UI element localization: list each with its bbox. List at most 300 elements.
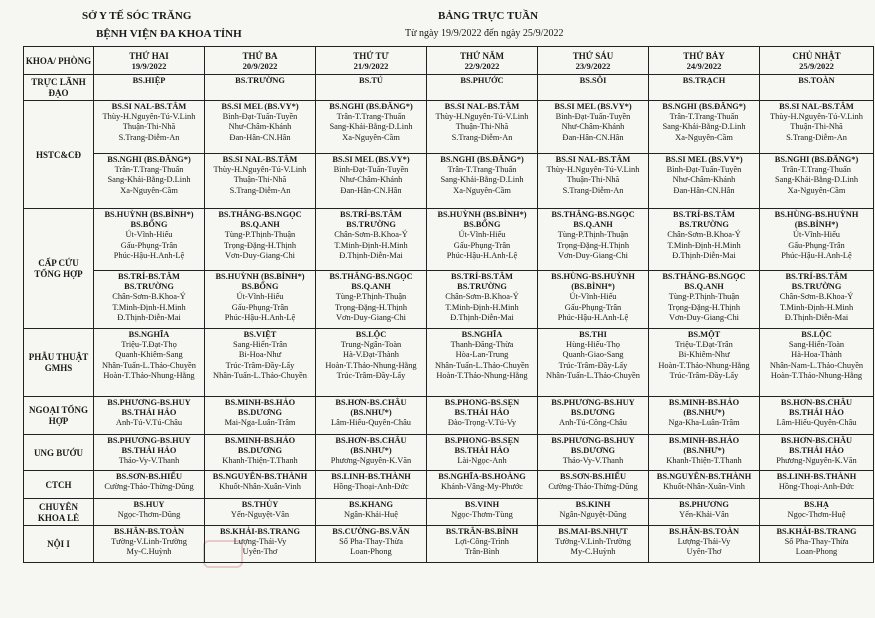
duty-cell [94, 397, 205, 435]
duty-cell [316, 329, 427, 397]
doctor-name: BS.THÁI HẢO [789, 408, 844, 418]
doctor-name: BS.SI MEL (BS.VY*) [554, 102, 632, 111]
doctor-name: BS.BỔNG [241, 282, 279, 292]
doctor-name: BS.PHƯƠNG-BS.HUY [107, 398, 191, 407]
duty-cell [316, 471, 427, 499]
doctor-name: BS.TRƯỜNG [235, 76, 285, 85]
duty-cell [649, 526, 760, 563]
day-header: THỨ SÁU 23/9/2022 [538, 47, 649, 75]
staff-line: Loan-Phong [795, 547, 838, 557]
staff-line: Nhân-Tuấn-L.Thảo-Chuyền [213, 370, 307, 380]
duty-cell [649, 101, 760, 154]
doctor-name: BS.HÙNG-BS.HUỲNH [774, 210, 859, 219]
staff-line: Thuận-Thi-Nhã [455, 122, 509, 132]
staff-line: Gấu-Phụng-Trân [564, 302, 622, 312]
staff-line: Xa-Nguyên-Cầm [120, 185, 178, 195]
staff-line: Đ.Thịnh-Diễn-Mai [339, 250, 403, 260]
doctor-name: BS.PHƯỚC [460, 76, 504, 85]
staff-line: Khánh-Vâng-My-Phước [441, 482, 523, 492]
staff-line: Đ.Thịnh-Diễn-Mai [450, 312, 514, 322]
duty-cell [760, 209, 874, 271]
staff-line: Như-Châm-Khánh [228, 122, 292, 132]
duty-cell [649, 154, 760, 209]
duty-cell [427, 526, 538, 563]
staff-line: T.Minh-Định-H.Minh [112, 302, 186, 312]
staff-line: Anh-Tú-Công-Châu [559, 418, 627, 428]
staff-line: Hòa-Lan-Trung [455, 350, 509, 360]
doctor-name: BS.SI NAL-BS.TÂM [555, 155, 631, 164]
staff-line: Thuận-Thi-Nhã [790, 122, 843, 132]
staff-line: Phúc-Hậu-H.Anh-Lệ [781, 250, 852, 260]
doctor-name: BS.PHONG-BS.SẸN [444, 436, 520, 445]
doctor-name: BS.THÁI HẢO [454, 446, 510, 456]
doctor-name: BS.NGHI (BS.ĐĂNG*) [774, 155, 859, 164]
doctor-name: BS.SI MEL (BS.VY*) [332, 155, 410, 164]
doctor-name: BS.HƠN-BS.CHÂU [335, 398, 407, 407]
staff-line: Đan-Hân-CN.Hân [673, 185, 735, 195]
staff-line: Trọng-Đặng-H.Thịnh [556, 240, 630, 250]
doctor-name: BS.THỦY [241, 500, 279, 509]
day-header: THỨ BẢY 24/9/2022 [649, 47, 760, 75]
staff-line: Sang-Khải-Bằng-D.Linh [107, 175, 191, 185]
doctor-name: BS.KHẢI-BS.TRANG [776, 527, 857, 536]
doctor-name: BS.HÂN-BS.TOÀN [113, 527, 185, 536]
doctor-name: BS.THẮNG-BS.NGỌC [662, 272, 746, 281]
duty-cell [205, 271, 316, 329]
doctor-name: BS.SI NAL-BS.TÂM [444, 102, 520, 111]
doctor-name: BS.TRÍ-BS.TÂM [785, 272, 848, 281]
doctor-name: BS.SI NAL-BS.TÂM [222, 155, 298, 164]
day-header: THỨ TƯ 21/9/2022 [316, 47, 427, 75]
staff-line: Lài-Ngọc-Anh [457, 456, 507, 466]
staff-line: Chân-Sơm-B.Khoa-Ý [445, 292, 519, 302]
staff-line: Chân-Sơm-B.Khoa-Ý [667, 230, 741, 240]
doctor-name: (BS.BÌNH*) [571, 282, 615, 292]
doctor-name: BS.PHƯƠNG-BS.HUY [551, 436, 635, 445]
org-line1: SỞ Y TẾ SÓC TRĂNG [82, 10, 192, 22]
duty-cell [94, 209, 205, 271]
table-row [24, 271, 874, 329]
duty-cell [538, 271, 649, 329]
doctor-name: BS.HƠN-BS.CHÂU [335, 436, 407, 445]
doctor-name: BS.PHƯƠNG-BS.HUY [551, 398, 635, 407]
staff-line: Tường-V.Linh-Trường [555, 537, 631, 547]
staff-line: Thảo-Vy-V.Thanh [118, 456, 180, 466]
staff-line: Thanh-Đăng-Thừa [450, 340, 514, 350]
staff-line: Hồng-Thoại-Anh-Đức [778, 482, 855, 492]
staff-line: Gấu-Phụng-Trân [453, 240, 511, 250]
duty-cell [427, 209, 538, 271]
staff-line: Uyên-Thơ [242, 547, 278, 557]
duty-cell [427, 397, 538, 435]
staff-line: Đan-Hân-CN.Hân [562, 132, 624, 142]
staff-line: Phúc-Hậu-H.Anh-Lệ [224, 312, 296, 322]
doctor-name: BS.NGHĨA [128, 330, 170, 339]
doctor-name: BS.MINH-BS.HẢO [668, 398, 740, 407]
doctor-name: BS.NGUYÊN-BS.THÀNH [656, 472, 752, 481]
doctor-name: BS.KHẢI-BS.TRANG [219, 527, 301, 536]
doctor-name: BS.NGUYÊN-BS.THÀNH [212, 472, 308, 481]
staff-line: Lâm-Hiếu-Quyên-Châu [330, 418, 411, 428]
duty-cell [649, 271, 760, 329]
staff-line: Tùng-P.Thịnh-Thuận [335, 292, 407, 302]
staff-line: Sang-Khải-Bằng-D.Linh [662, 122, 746, 132]
staff-line: S.Trang-Diễm-An [118, 132, 180, 142]
duty-cell [94, 435, 205, 471]
staff-line: Như-Châm-Khánh [561, 122, 625, 132]
table-row [24, 75, 874, 101]
duty-cell [538, 435, 649, 471]
duty-cell [649, 499, 760, 526]
doctor-name: BS.TÚ [359, 76, 383, 85]
doctor-name: BS.MINH-BS.HẢO [224, 436, 296, 445]
day-header: CHỦ NHẬT 25/9/2022 [760, 47, 874, 75]
staff-line: Khuốt-Nhân-Xuân-Vinh [663, 482, 745, 492]
duty-cell [538, 209, 649, 271]
duty-cell [538, 499, 649, 526]
duty-cell [205, 499, 316, 526]
staff-line: Bình-Đạt-Tuấn-Tuyền [222, 112, 298, 122]
doctor-name: BS.HƠN-BS.CHÂU [780, 436, 853, 445]
staff-line: Vơn-Duy-Giang-Chi [224, 250, 296, 260]
duty-cell [205, 471, 316, 499]
staff-line: Phúc-Hậu-H.Anh-Lệ [113, 250, 185, 260]
dept-label: NGOẠI TỔNG HỢP [24, 397, 94, 435]
doctor-name: BS.THÁI HẢO [454, 408, 510, 418]
duty-cell [760, 101, 874, 154]
doctor-name: BS.Q.ANH [240, 220, 280, 230]
duty-cell [316, 75, 427, 101]
duty-cell [205, 154, 316, 209]
staff-line: Sang-Khải-Bằng-D.Linh [774, 175, 859, 185]
duty-cell [427, 101, 538, 154]
staff-line: Thùy-H.Nguyên-Tú-V.Linh [435, 112, 529, 122]
dept-label: CHUYÊN KHOA LẺ [24, 499, 94, 526]
staff-line: Như-Châm-Khánh [672, 175, 736, 185]
staff-line: Yến-Khải-Vân [679, 510, 729, 520]
doctor-name: BS.TRƯỜNG [124, 282, 174, 292]
staff-line: Đ.Thịnh-Diễn-Mai [784, 312, 849, 322]
staff-line: Uyên-Thơ [686, 547, 722, 557]
duty-cell [205, 435, 316, 471]
doctor-name: BS.TRƯỜNG [791, 282, 842, 292]
duty-cell [94, 154, 205, 209]
dept-label: PHẪU THUẬT GMHS [24, 329, 94, 397]
doctor-name: BS.TRẠCH [682, 76, 726, 85]
staff-line: Lượng-Thái-Vy [233, 537, 287, 547]
doctor-name: BS.NGHĨA-BS.HOÀNG [438, 472, 526, 481]
staff-line: Phúc-Hậu-H.Anh-Lệ [446, 250, 518, 260]
doctor-name: BS.NGHĨA [461, 330, 503, 339]
staff-line: Xa-Nguyên-Cầm [342, 132, 400, 142]
doctor-name: BS.LINH-BS.THÀNH [776, 472, 857, 481]
staff-line: Tùng-P.Thịnh-Thuận [224, 230, 296, 240]
doctor-name: BS.CƯỜNG-BS.VĂN [332, 527, 410, 536]
doctor-name: BS.SÔI [579, 76, 607, 85]
doctor-name: BS.Q.ANH [351, 282, 391, 292]
staff-line: Thùy-H.Nguyên-Tú-V.Linh [213, 165, 307, 175]
staff-line: Sang-Khải-Bằng-D.Linh [329, 122, 413, 132]
corner-header: KHOA/ PHÒNG [24, 47, 94, 75]
table-row [24, 154, 874, 209]
staff-line: Tùng-P.Thịnh-Thuận [668, 292, 740, 302]
doctor-name: BS.PHƯƠNG-BS.HUY [107, 436, 191, 445]
doctor-name: BS.NGHI (BS.ĐĂNG*) [107, 155, 191, 164]
staff-line: Hà-V.Đạt-Thành [343, 350, 399, 360]
staff-line: Bi-Khiêm-Như [678, 350, 730, 360]
staff-line: Sang-Khải-Bằng-D.Linh [440, 175, 524, 185]
staff-line: Bi-Hoa-Như [238, 350, 282, 360]
staff-line: Loan-Phong [350, 547, 392, 557]
duty-cell [538, 397, 649, 435]
doctor-name: BS.NGHI (BS.ĐĂNG*) [329, 102, 413, 111]
staff-line: Trân-T.Trang-Thuấn [782, 165, 851, 175]
duty-cell [538, 471, 649, 499]
duty-cell [316, 209, 427, 271]
staff-line: Trân-T.Trang-Thuấn [114, 165, 184, 175]
dept-label: UNG BƯỚU [24, 435, 94, 471]
staff-line: Nhân-Tuấn-L.Thảo-Chuyền [102, 360, 196, 370]
staff-line: Trọng-Đặng-H.Thịnh [334, 302, 408, 312]
day-header: THỨ HAI 19/9/2022 [94, 47, 205, 75]
staff-line: Chân-Sơm-B.Khoa-Ý [112, 292, 186, 302]
staff-line: T.Minh-Định-H.Minh [779, 302, 854, 312]
staff-line: Trúc-Trâm-Đầy-Lấy [336, 370, 406, 380]
doctor-name: BS.TRƯỜNG [346, 220, 396, 230]
doctor-name: BS.THẮNG-BS.NGỌC [329, 272, 413, 281]
duty-cell [316, 526, 427, 563]
staff-line: Thảo-Vy-V.Thanh [562, 456, 624, 466]
staff-line: Hoàn-T.Thảo-Nhung-Hằng [325, 360, 417, 370]
dept-label: CẤP CỨU TỔNG HỢP [24, 209, 94, 329]
doctor-name: BS.BỔNG [130, 220, 168, 230]
duty-cell [760, 471, 874, 499]
table-row [24, 435, 874, 471]
doctor-name: BS.MAI-BS.NHỰT [558, 527, 628, 536]
staff-line: Vơn-Duy-Giang-Chi [668, 312, 740, 322]
doctor-name: BS.PHONG-BS.SẸN [444, 398, 520, 407]
staff-line: Cường-Thảo-Thừng-Dũng [548, 482, 638, 492]
doctor-name: BS.TRƯỜNG [457, 282, 507, 292]
staff-line: Chân-Sơm-B.Khoa-Ý [779, 292, 854, 302]
doctor-name: (BS.NHƯ*) [683, 446, 725, 456]
dept-label: HSTC&CĐ [24, 101, 94, 209]
duty-cell [94, 101, 205, 154]
duty-cell [94, 75, 205, 101]
dept-label: NỘI I [24, 526, 94, 563]
staff-line: Bình-Đạt-Tuấn-Tuyền [666, 165, 742, 175]
staff-line: Sang-Hiển-Trân [232, 340, 288, 350]
doctor-name: BS.TRÍ-BS.TÂM [673, 210, 735, 219]
duty-cell [316, 154, 427, 209]
duty-cell [538, 101, 649, 154]
doctor-name: BS.LINH-BS.THÀNH [331, 472, 411, 481]
doctor-name: BS.MINH-BS.HẢO [224, 398, 296, 407]
staff-line: Trọng-Đặng-H.Thịnh [667, 302, 741, 312]
table-row [24, 209, 874, 271]
doctor-name: BS.LỘC [801, 330, 832, 339]
doctor-name: BS.HUỲNH (BS.BÌNH*) [215, 272, 305, 281]
duty-cell [316, 499, 427, 526]
staff-line: Ngọc-Thơm-Tùng [451, 510, 513, 520]
duty-cell [94, 499, 205, 526]
staff-line: Thùy-H.Nguyên-Tú-V.Linh [546, 165, 640, 175]
doctor-name: BS.DƯƠNG [570, 446, 616, 456]
doctor-name: BS.HÙNG-BS.HUỲNH [551, 272, 635, 281]
doctor-name: BS.SI MEL (BS.VY*) [665, 155, 743, 164]
duty-cell [427, 329, 538, 397]
duty-cell [649, 397, 760, 435]
doctor-name: BS.THÁI HẢO [121, 408, 177, 418]
staff-line: Như-Châm-Khánh [339, 175, 403, 185]
staff-line: Hoàn-T.Thảo-Nhung-Hằng [103, 370, 195, 380]
doctor-name: BS.THÁI HẢO [121, 446, 177, 456]
staff-line: Vơn-Duy-Giang-Chi [335, 312, 407, 322]
staff-line: Út-Vĩnh-Hiếu [569, 292, 617, 302]
staff-line: Gấu-Phụng-Trân [120, 240, 178, 250]
staff-line: Xa-Nguyên-Cầm [787, 185, 846, 195]
duty-cell [427, 154, 538, 209]
staff-line: Trúc-Trâm-Đầy-Lấy [669, 370, 739, 380]
day-header: THỨ BA 20/9/2022 [205, 47, 316, 75]
doctor-name: BS.NGHI (BS.ĐĂNG*) [440, 155, 524, 164]
staff-line: Bình-Đạt-Tuấn-Tuyền [333, 165, 409, 175]
doctor-name: BS.PHƯƠNG [679, 500, 729, 509]
staff-line: Anh-Tú-V.Tú-Châu [115, 418, 183, 428]
header-row [24, 47, 874, 75]
doctor-name: BS.DƯƠNG [237, 446, 283, 456]
staff-line: Mai-Nga-Luân-Trâm [224, 418, 296, 428]
doctor-name: BS.MỘT [687, 330, 721, 339]
staff-line: Lợi-Công-Trình [455, 537, 509, 547]
doctor-name: (BS.NHƯ*) [350, 408, 392, 418]
dept-label: CTCH [24, 471, 94, 499]
staff-line: Hoàn-T.Thảo-Nhung-Hằng [658, 360, 750, 370]
staff-line: Trân-Bình [464, 547, 500, 557]
staff-line: Nhân-Tuấn-L.Thảo-Chuyền [435, 360, 529, 370]
staff-line: Thuận-Thi-Nhã [233, 175, 287, 185]
org-line2: BỆNH VIỆN ĐA KHOA TỈNH [96, 28, 242, 40]
doctor-name: BS.MINH-BS.HẢO [668, 436, 740, 445]
staff-line: Thùy-H.Nguyên-Tú-V.Linh [102, 112, 196, 122]
staff-line: Đan-Hân-CN.Hân [229, 132, 291, 142]
duty-cell [427, 499, 538, 526]
staff-line: Sang-Hiển-Toàn [788, 340, 845, 350]
dept-label: TRỰC LÃNH ĐẠO [24, 75, 94, 101]
duty-cell [538, 154, 649, 209]
duty-cell [94, 526, 205, 563]
staff-line: Thuận-Thi-Nhã [566, 175, 620, 185]
staff-line: Cường-Thảo-Thừng-Dũng [104, 482, 194, 492]
staff-line: Trung-Ngân-Toàn [340, 340, 402, 350]
duty-cell [205, 397, 316, 435]
doctor-name: BS.SI MEL (BS.VY*) [221, 102, 299, 111]
staff-line: Ngân-Khải-Huệ [344, 510, 398, 520]
staff-line: Phúc-Hậu-H.Anh-Lệ [557, 312, 629, 322]
staff-line: Trọng-Đặng-H.Thịnh [223, 240, 297, 250]
doctor-name: BS.VIỆT [243, 330, 277, 339]
staff-line: Xa-Nguyên-Cầm [675, 132, 733, 142]
staff-line: Gấu-Phụng-Trân [231, 302, 289, 312]
duty-cell [427, 271, 538, 329]
duty-cell [94, 271, 205, 329]
staff-line: Triệu-T.Đạt-Trân [675, 340, 733, 350]
duty-cell [649, 329, 760, 397]
doctor-name: BS.THẮNG-BS.NGỌC [551, 210, 635, 219]
doctor-name: BS.THI [579, 330, 607, 339]
doctor-name: BS.KINH [575, 500, 611, 509]
staff-line: Nhân-Nam-L.Thảo-Chuyền [769, 360, 864, 370]
staff-line: Quanh-Giao-Sang [562, 350, 624, 360]
doctor-name: BS.BỔNG [463, 220, 501, 230]
duty-cell [760, 329, 874, 397]
doctor-name: BS.Q.ANH [684, 282, 724, 292]
staff-line: Lâm-Hiếu-Quyên-Châu [776, 418, 857, 428]
duty-cell [538, 329, 649, 397]
staff-line: Khanh-Thiện-T.Thanh [666, 456, 742, 466]
staff-line: Đ.Thịnh-Diễn-Mai [672, 250, 736, 260]
duty-cell [538, 526, 649, 563]
staff-line: Trân-T.Trang-Thuấn [336, 112, 406, 122]
staff-line: Hồng-Thoại-Anh-Đức [333, 482, 409, 492]
duty-cell [94, 329, 205, 397]
staff-line: Số Pha-Thay-Thừa [339, 537, 403, 547]
staff-line: My-C.Huỳnh [570, 547, 616, 557]
staff-line: Quanh-Khiêm-Sang [115, 350, 183, 360]
duty-cell [427, 75, 538, 101]
doctor-name: BS.DƯƠNG [237, 408, 283, 418]
staff-line: Út-Vĩnh-Hiếu [236, 292, 284, 302]
doctor-name: BS.HUỲNH (BS.BÌNH*) [104, 210, 194, 219]
doctor-name: BS.THÁI HẢO [789, 446, 844, 456]
staff-line: Vơn-Duy-Giang-Chi [557, 250, 629, 260]
duty-cell [94, 471, 205, 499]
doctor-name: BS.HUỲNH (BS.BÌNH*) [437, 210, 527, 219]
doctor-name: BS.HƠN-BS.CHÂU [780, 398, 853, 407]
doctor-name: BS.TRÍ-BS.TÂM [118, 272, 180, 281]
staff-line: Yến-Nguyệt-Vân [230, 510, 290, 520]
doctor-name: BS.KHANG [349, 500, 393, 509]
doctor-name: BS.SI NAL-BS.TÂM [779, 102, 854, 111]
staff-line: Gấu-Phụng-Trân [788, 240, 845, 250]
staff-line: Bình-Đạt-Tuấn-Tuyền [555, 112, 631, 122]
staff-line: Nga-Kha-Luân-Trâm [668, 418, 740, 428]
staff-line: Hoàn-T.Thảo-Nhung-Hằng [770, 370, 863, 380]
table-row [24, 471, 874, 499]
staff-line: My-C.Huỳnh [126, 547, 172, 557]
staff-line: Đ.Thịnh-Diễn-Mai [117, 312, 181, 322]
duty-cell [205, 329, 316, 397]
duty-cell [538, 75, 649, 101]
table-row [24, 329, 874, 397]
staff-line: Trân-T.Trang-Thuấn [669, 112, 739, 122]
doctor-name: BS.SƠN-BS.HIẾU [559, 472, 627, 481]
doctor-name: BS.NGHI (BS.ĐĂNG*) [662, 102, 746, 111]
staff-line: Ngọc-Thơm-Dũng [117, 510, 181, 520]
staff-line: Phương-Nguyên-K.Văn [776, 456, 857, 466]
doctor-name: BS.TRÂN-BS.BÌNH [445, 527, 519, 536]
duty-cell [205, 526, 316, 563]
day-header: THỨ NĂM 22/9/2022 [427, 47, 538, 75]
staff-line: Tường-V.Linh-Trường [111, 537, 187, 547]
duty-cell [316, 397, 427, 435]
staff-line: Ngân-Nguyệt-Dũng [559, 510, 627, 520]
duty-cell [205, 75, 316, 101]
table-row [24, 101, 874, 154]
staff-line: Phương-Nguyên-K.Văn [330, 456, 412, 466]
staff-line: S.Trang-Diễm-An [229, 185, 291, 195]
doctor-name: BS.Q.ANH [573, 220, 613, 230]
